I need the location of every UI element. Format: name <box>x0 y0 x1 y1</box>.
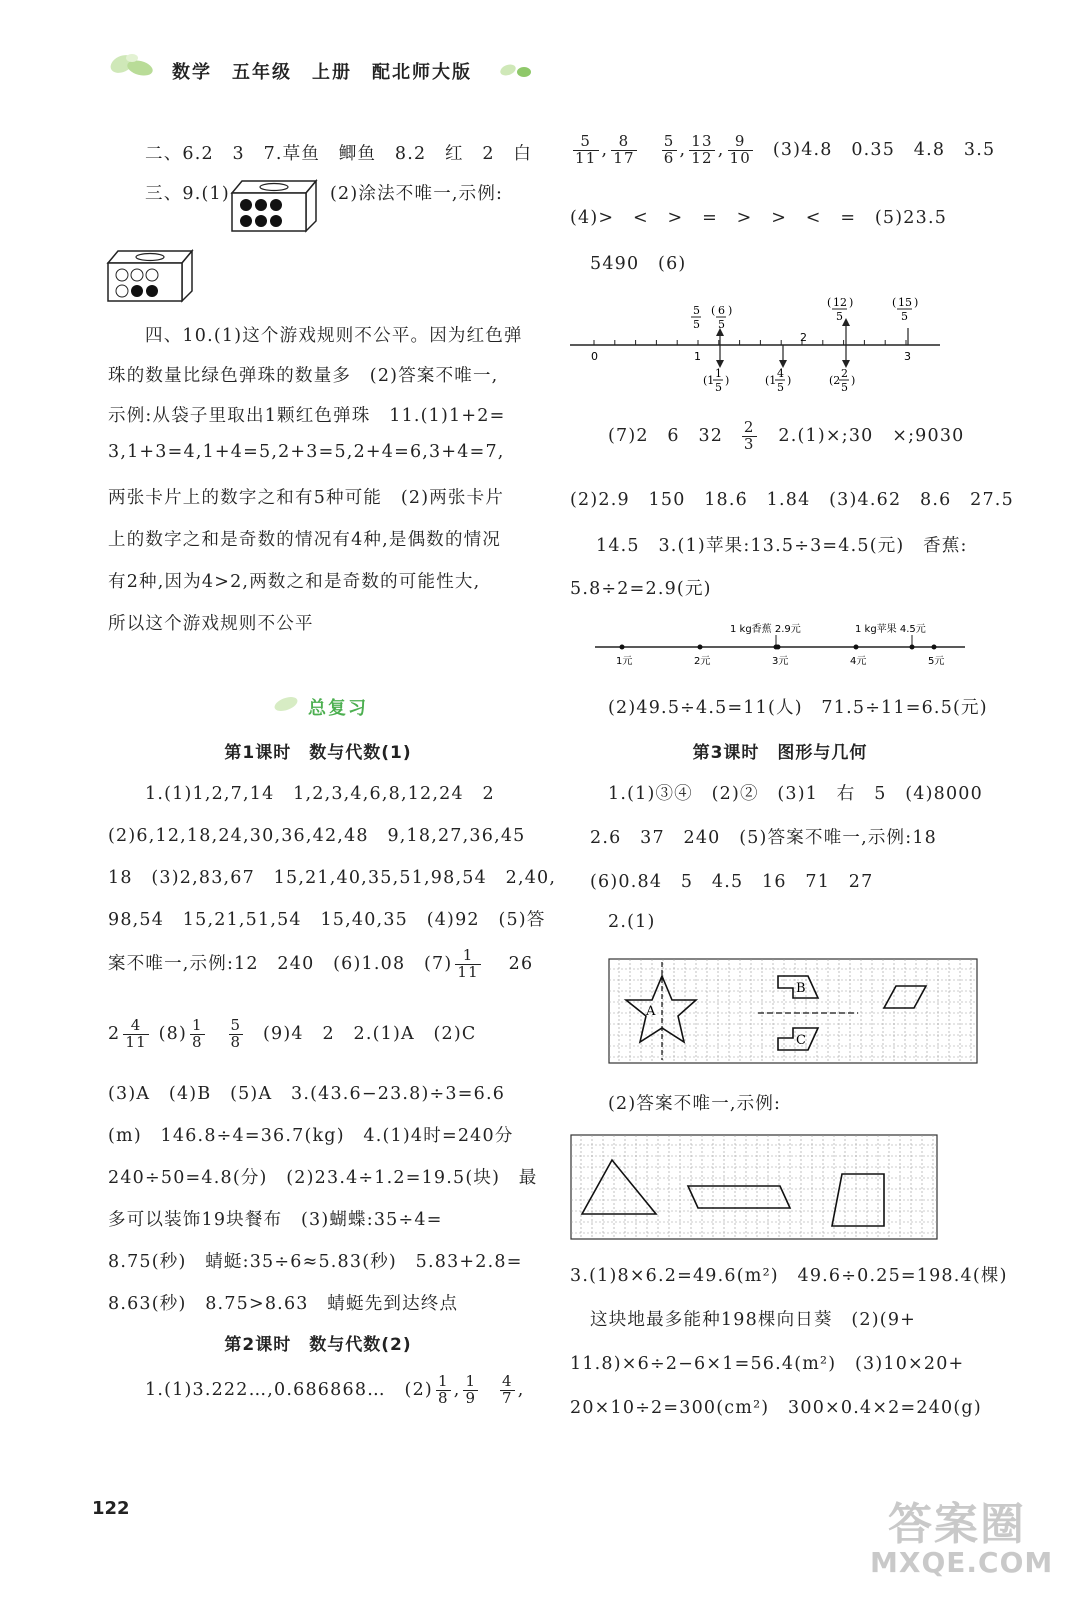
r-line-1-tail: (3)4.8 0.35 4.8 3.5 <box>772 139 996 160</box>
section-leaf-icon <box>272 692 302 716</box>
r-line-6: 14.5 3.(1)苹果:13.5÷3=4.5(元) 香蕉: <box>596 536 968 556</box>
grid-figure-2 <box>570 1134 938 1240</box>
svg-text:5: 5 <box>718 318 725 331</box>
left-line-1: 二、6.2 3 7.草鱼 鲫鱼 8.2 红 2 白 <box>145 144 533 164</box>
g-line-6: 3.(1)8×6.2=49.6(m²) 49.6÷0.25=198.4(棵) <box>570 1266 1008 1286</box>
header-leaf-decoration <box>108 46 158 82</box>
fraction-1-9: $\frac{1}{9}$ <box>465 1372 477 1407</box>
fraction-5-8: $\frac{5}{8}$ <box>230 1016 242 1051</box>
price-point <box>698 645 703 650</box>
svg-text:): ) <box>787 374 792 387</box>
price-point <box>932 645 937 650</box>
price-label-0: 1元 <box>616 656 633 667</box>
g-line-3: (6)0.84 5 4.5 16 71 27 <box>590 872 874 892</box>
r-line-5: (2)2.9 150 18.6̇ 1.84 (3)4.62 8.6 27.5 <box>570 490 1014 510</box>
svg-text:4: 4 <box>777 367 784 380</box>
price-point <box>854 645 859 650</box>
number-line-diagram <box>565 292 945 392</box>
r-line-2: (4)> < > = > > < = (5)23.5 <box>570 208 948 228</box>
svg-text:(2: (2 <box>829 374 841 387</box>
fraction-r1-4: $\frac{9}{10}$ <box>729 132 752 167</box>
r-line-4 <box>608 420 965 453</box>
page-header-title: 数学 五年级 上册 配北师大版 <box>172 62 472 83</box>
banana-label: 1 kg香蕉 2.9元 <box>730 624 801 635</box>
grid-label-a: A <box>646 1004 656 1019</box>
svg-text:): ) <box>849 296 854 309</box>
lesson-2-title: 第2课时 数与代数(2) <box>224 1335 412 1355</box>
svg-text:5: 5 <box>836 310 843 323</box>
m-line-7: (3)A (4)B (5)A 3.(43.6−23.8)÷3=6.6 <box>108 1084 506 1104</box>
g-line-9: 20×10÷2=300(cm²) 300×0.4×2=240(g) <box>570 1398 982 1418</box>
r-line-1 <box>570 134 995 167</box>
svg-text:5: 5 <box>777 381 784 392</box>
svg-text:(1: (1 <box>765 374 777 387</box>
grid-figure-1 <box>608 958 978 1064</box>
left-line-9: 有2种,因为4>2,两数之和是奇数的可能性大, <box>108 572 481 592</box>
svg-text:6: 6 <box>718 304 725 317</box>
svg-text:(: ( <box>827 296 832 309</box>
m-line-5-tail: 26 <box>508 953 534 974</box>
m-line-2: (2)6,12,18,24,30,36,42,48 9,18,27,36,45 <box>108 826 526 846</box>
r-line-8: (2)49.5÷4.5=11(人) 71.5÷11=6.5(元) <box>608 698 988 718</box>
svg-text:): ) <box>725 374 730 387</box>
m-line-11: 8.75(秒) 蜻蜓:35÷6≈5.83(秒) 5.83+2.8= <box>108 1252 523 1272</box>
watermark-logo: 答案圈 <box>888 1499 1026 1550</box>
svg-text:(1: (1 <box>703 374 715 387</box>
n-line-1-text: 1.(1)3.222…,0.686868… (2) <box>145 1379 433 1400</box>
svg-text:): ) <box>914 296 919 309</box>
price-label-1: 2元 <box>694 656 711 667</box>
m-line-6-tail: (9)4 2 2.(1)A (2)C <box>263 1023 477 1044</box>
svg-text:5: 5 <box>841 381 848 392</box>
left-line-3: 四、10.(1)这个游戏规则不公平。因为红色弹 <box>145 326 523 346</box>
price-label-3: 4元 <box>850 656 867 667</box>
nl-tick-3: 3 <box>904 350 911 363</box>
left-line-6: 3,1+3=4,1+4=5,2+3=5,2+4=6,3+4=7, <box>108 442 505 462</box>
g-line-5: (2)答案不唯一,示例: <box>608 1094 782 1114</box>
nl-tick-2: 2 <box>800 331 807 344</box>
svg-text:2: 2 <box>841 367 848 380</box>
grid-label-c: C <box>796 1033 806 1048</box>
g-line-2: 2.6 37 240 (5)答案不唯一,示例:18 <box>590 828 938 848</box>
price-number-line <box>590 614 970 674</box>
m-line-10: 多可以装饰19块餐布 (3)蝴蝶:35÷4= <box>108 1210 443 1230</box>
fraction-4-7: $\frac{4}{7}$ <box>501 1372 513 1407</box>
m-line-5-text: 案不唯一,示例:12 240 (6)1.08 (7) <box>108 953 453 974</box>
svg-text:5: 5 <box>693 304 700 317</box>
m-line-6-whole: 2 <box>108 1023 121 1044</box>
n-line-1: 1.(1)3.222…,0.686868… (2) $\frac{1}{8}$ , $\frac{1}{9}$ $\frac{4}{7}$ , <box>145 1372 525 1407</box>
svg-text:5: 5 <box>901 310 908 323</box>
svg-text:(: ( <box>892 296 897 309</box>
lesson-3-title: 第3课时 图形与几何 <box>692 743 868 763</box>
fraction-r1-1: $\frac{8}{17}$ <box>613 132 635 167</box>
left-line-8: 上的数字之和是奇数的情况有4种,是偶数的情况 <box>108 530 502 550</box>
price-point <box>620 645 625 650</box>
r-line-4-tail: 2.(1)×;30 ×;9030 <box>778 425 965 446</box>
g-line-8: 11.8)×6÷2−6×1=56.4(m²) (3)10×20+ <box>570 1354 965 1374</box>
m-line-12: 8.63(秒) 8.75>8.63 蜻蜓先到达终点 <box>108 1294 459 1314</box>
fraction-2-3: $\frac{2}{3}$ <box>743 418 755 453</box>
left-line-5: 示例:从袋子里取出1颗红色弹珠 11.(1)1+2= <box>108 406 506 426</box>
left-line-2a: 三、9.(1) <box>145 184 230 204</box>
left-line-4: 珠的数量比绿色弹珠的数量多 (2)答案不唯一, <box>108 366 499 386</box>
fraction-1-8b: $\frac{1}{8}$ <box>437 1372 449 1407</box>
m-line-1: 1.(1)1,2,7,14 1,2,3,4,6,8,12,24 2 <box>145 784 495 804</box>
svg-text:1: 1 <box>715 367 722 380</box>
fraction-1-11: $\frac{1}{11}$ <box>457 946 479 981</box>
m-line-3: 18 (3)2,83,67 15,21,40,35,51,98,54 2,40, <box>108 868 557 888</box>
fraction-4-11: $\frac{4}{11}$ <box>125 1016 147 1051</box>
g-line-4: 2.(1) <box>608 912 656 932</box>
header-leaf-right <box>498 60 534 82</box>
svg-text:15: 15 <box>898 296 912 309</box>
left-line-2b: (2)涂法不唯一,示例: <box>330 184 504 204</box>
m-line-9: 240÷50=4.8(分) (2)23.4÷1.2=19.5(块) 最 <box>108 1168 538 1188</box>
fraction-r1-2: $\frac{5}{6}$ <box>663 132 675 167</box>
svg-text:): ) <box>728 304 733 317</box>
r-line-1-fractions: $\frac{5}{11}$ , $\frac{8}{17}$ $\frac{5}{6}$ , $\frac{13}{12}$ , $\frac{9}{10}$ <box>575 132 752 167</box>
page-number: 122 <box>92 1498 130 1519</box>
m-line-4: 98,54 15,21,51,54 15,40,35 (4)92 (5)答 <box>108 910 546 930</box>
svg-text:(: ( <box>711 304 716 317</box>
svg-text:5: 5 <box>715 381 722 392</box>
apple-label: 1 kg苹果 4.5元 <box>855 624 926 635</box>
box-mixed-balls <box>104 247 194 303</box>
lesson-1-title: 第1课时 数与代数(1) <box>224 743 412 763</box>
nl-tick-0: 0 <box>591 350 598 363</box>
grid-label-b: B <box>796 981 806 996</box>
m-line-6-label: (8) <box>158 1023 187 1044</box>
fraction-r1-3: $\frac{13}{12}$ <box>691 132 713 167</box>
left-line-10: 所以这个游戏规则不公平 <box>108 614 314 634</box>
r-line-4-text: (7)2 6 32 <box>608 425 724 446</box>
watermark-url: MXQE.COM <box>870 1546 1054 1579</box>
fraction-r1-0: $\frac{5}{11}$ <box>575 132 597 167</box>
price-label-2: 3元 <box>772 656 789 667</box>
r-line-3: 5490 (6) <box>590 254 687 274</box>
svg-text:): ) <box>851 374 856 387</box>
g-line-1: 1.(1)③④ (2)② (3)1 右 5 (4)8000 <box>608 784 983 804</box>
nl-tick-1: 1 <box>694 350 701 363</box>
g-line-7: 这块地最多能种198棵向日葵 (2)(9+ <box>590 1310 917 1330</box>
r-line-7: 5.8÷2=2.9(元) <box>570 579 712 599</box>
m-line-6 <box>108 1018 477 1051</box>
svg-text:5: 5 <box>693 318 700 331</box>
fraction-1-8: $\frac{1}{8}$ <box>192 1016 203 1051</box>
left-line-7: 两张卡片上的数字之和有5种可能 (2)两张卡片 <box>108 488 505 508</box>
price-label-4: 5元 <box>928 656 945 667</box>
m-line-5 <box>108 948 533 981</box>
section-title: 总复习 <box>308 698 368 719</box>
svg-text:12: 12 <box>833 296 847 309</box>
m-line-8: (m) 146.8÷4=36.7(kg) 4.(1)4时=240分 <box>108 1126 514 1146</box>
box-six-black-balls <box>228 177 318 233</box>
